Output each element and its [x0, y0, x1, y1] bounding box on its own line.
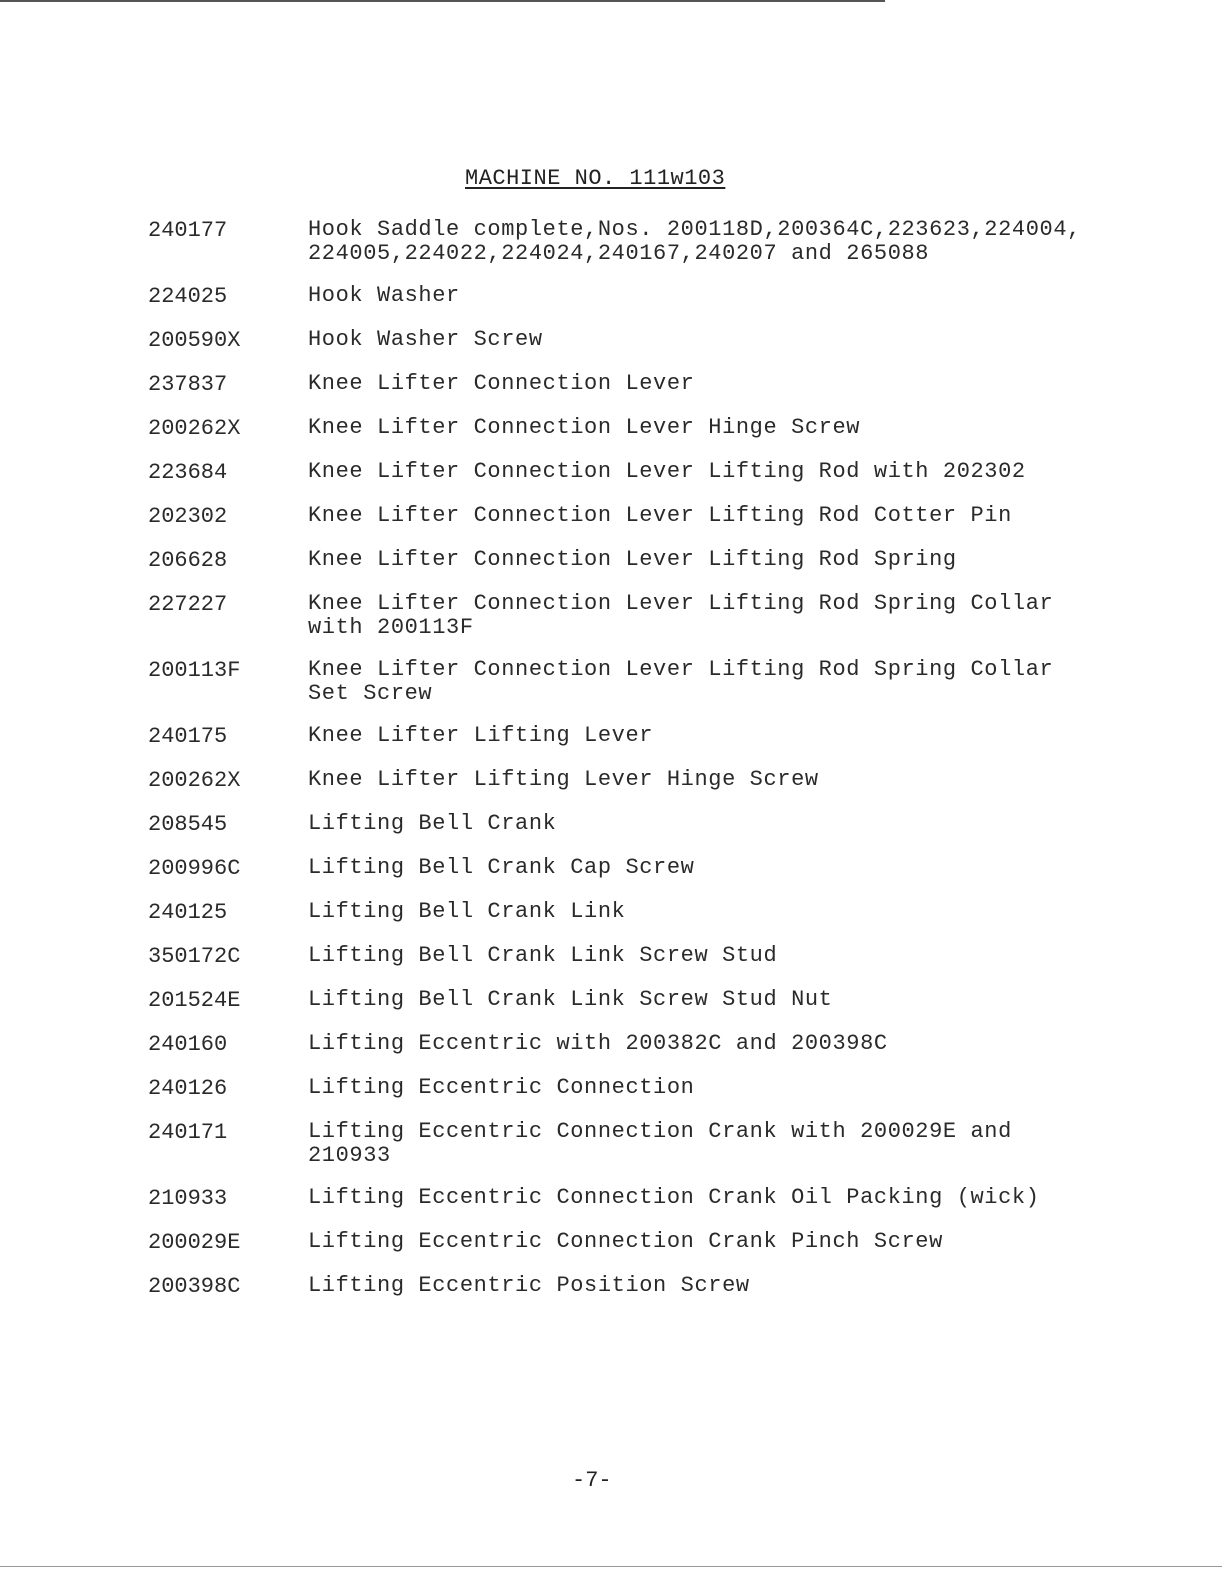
part-number: 202302	[148, 504, 228, 529]
part-description: Lifting Bell Crank	[308, 811, 557, 836]
part-number: 200996C	[148, 856, 241, 881]
part-number: 350172C	[148, 944, 241, 969]
list-item	[148, 416, 1148, 442]
top-edge-rule	[0, 0, 885, 2]
part-number: 200398C	[148, 1274, 241, 1299]
part-number: 200590X	[148, 328, 241, 353]
list-item	[148, 812, 1148, 838]
part-number: 200029E	[148, 1230, 241, 1255]
list-item	[148, 768, 1148, 794]
list-item	[148, 1076, 1148, 1102]
list-item	[148, 592, 1148, 640]
parts-list	[148, 218, 1148, 1318]
list-item	[148, 1274, 1148, 1300]
part-description: Lifting Eccentric Connection Crank Oil Packing (wick)	[308, 1185, 1040, 1210]
part-number: 200113F	[148, 658, 241, 683]
part-number: 240125	[148, 900, 228, 925]
part-description: Lifting Eccentric Position Screw	[308, 1273, 750, 1298]
list-item	[148, 1230, 1148, 1256]
part-description: Knee Lifter Connection Lever Lifting Rod Spring Collar Set Screw	[308, 657, 1054, 706]
part-number: 237837	[148, 372, 228, 397]
list-item	[148, 548, 1148, 574]
part-number: 210933	[148, 1186, 228, 1211]
part-description: Lifting Bell Crank Link	[308, 899, 626, 924]
part-description: Knee Lifter Connection Lever Lifting Rod Cotter Pin	[308, 503, 1012, 528]
list-item	[148, 988, 1148, 1014]
part-description: Knee Lifter Connection Lever Hinge Screw	[308, 415, 861, 440]
part-description: Knee Lifter Connection Lever Lifting Rod with 202302	[308, 459, 1026, 484]
part-number: 240175	[148, 724, 228, 749]
bottom-edge-rule	[0, 1566, 1222, 1567]
list-item	[148, 284, 1148, 310]
part-description: Knee Lifter Connection Lever Lifting Rod Spring	[308, 547, 957, 572]
page-title: MACHINE NO. 111w103	[465, 166, 726, 191]
list-item	[148, 504, 1148, 530]
list-item	[148, 1186, 1148, 1212]
part-number: 240177	[148, 218, 228, 243]
part-description: Lifting Eccentric with 200382C and 200398C	[308, 1031, 888, 1056]
part-description: Lifting Eccentric Connection Crank with 200029E and 210933	[308, 1119, 1012, 1168]
part-description: Knee Lifter Lifting Lever Hinge Screw	[308, 767, 819, 792]
list-item	[148, 1032, 1148, 1058]
part-description: Lifting Eccentric Connection	[308, 1075, 695, 1100]
part-description: Lifting Bell Crank Cap Screw	[308, 855, 695, 880]
list-item	[148, 900, 1148, 926]
part-description: Knee Lifter Lifting Lever	[308, 723, 654, 748]
part-description: Knee Lifter Connection Lever Lifting Rod Spring Collar with 200113F	[308, 591, 1054, 640]
part-number: 224025	[148, 284, 228, 309]
list-item	[148, 372, 1148, 398]
part-number: 208545	[148, 812, 228, 837]
part-description: Hook Washer Screw	[308, 327, 543, 352]
part-number: 206628	[148, 548, 228, 573]
part-number: 227227	[148, 592, 228, 617]
part-number: 200262X	[148, 416, 241, 441]
list-item	[148, 724, 1148, 750]
part-description: Lifting Bell Crank Link Screw Stud	[308, 943, 778, 968]
list-item	[148, 856, 1148, 882]
page-number: -7-	[572, 1468, 612, 1493]
part-description: Knee Lifter Connection Lever	[308, 371, 695, 396]
part-number: 223684	[148, 460, 228, 485]
part-number: 240126	[148, 1076, 228, 1101]
part-number: 201524E	[148, 988, 241, 1013]
list-item	[148, 1120, 1148, 1168]
list-item	[148, 460, 1148, 486]
list-item	[148, 658, 1148, 706]
list-item	[148, 218, 1148, 266]
part-description: Lifting Bell Crank Link Screw Stud Nut	[308, 987, 833, 1012]
part-number: 240160	[148, 1032, 228, 1057]
list-item	[148, 944, 1148, 970]
part-number: 200262X	[148, 768, 241, 793]
list-item	[148, 328, 1148, 354]
part-description: Hook Saddle complete,Nos. 200118D,200364C,223623,224004, 224005,224022,224024,240167,240207 and 265088	[308, 217, 1081, 266]
part-description: Hook Washer	[308, 283, 460, 308]
part-description: Lifting Eccentric Connection Crank Pinch Screw	[308, 1229, 943, 1254]
part-number: 240171	[148, 1120, 228, 1145]
